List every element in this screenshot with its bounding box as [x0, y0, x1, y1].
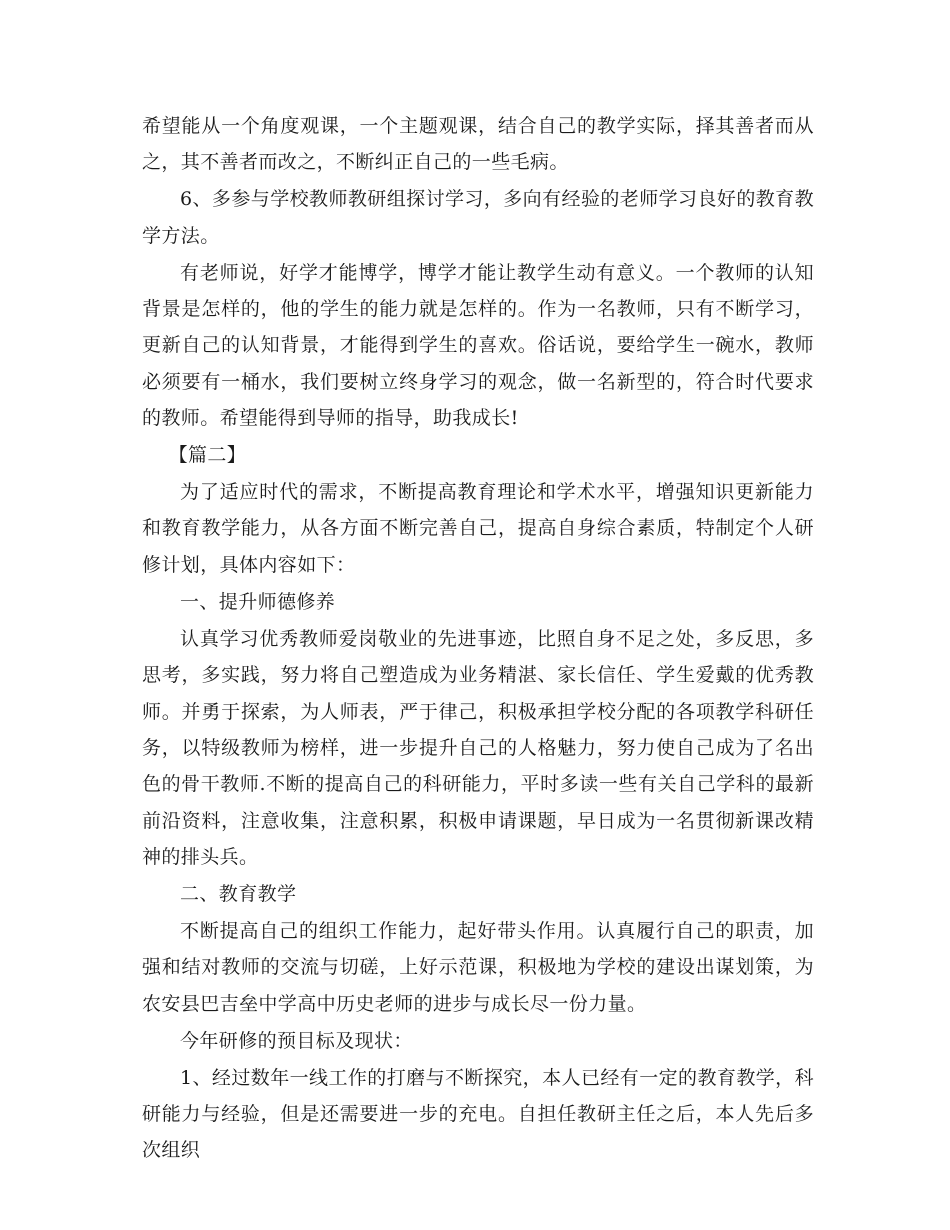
section-heading-part-two: 【篇二】: [168, 444, 247, 467]
paragraph-learning: 有老师说，好学才能博学，博学才能让教学生动有意义。一个教师的认知背景是怎样的，他的学生的能力就是怎样的。作为一名教师，只有不断学习，更新自己的认知背景，才能得到学生的喜欢。俗话说，要给学生一碗水，教师必须要有一桶水，我们要树立终身学习的观念，做一名新型的，符合时代要求的教师。希望能得到导师的指导，助我成长!: [142, 261, 814, 430]
subheading-ethics: 一、提升师德修养: [180, 590, 336, 613]
subheading-teaching: 二、教育教学: [180, 883, 297, 906]
paragraph-teaching: 不断提高自己的组织工作能力，起好带头作用。认真履行自己的职责，加强和结对教师的交流与切磋，上好示范课，积极地为学校的建设出谋划策，为农安县巴吉垒中学高中历史老师的进步与成长尽一份力量。: [142, 919, 814, 1015]
paragraph-continued: 希望能从一个角度观课，一个主题观课，结合自己的教学实际，择其善者而从之，其不善者而改之，不断纠正自己的一些毛病。: [142, 115, 814, 174]
paragraph-ethics: 认真学习优秀教师爱岗敬业的先进事迹，比照自身不足之处，多反思，多思考，多实践，努力将自己塑造成为业务精湛、家长信任、学生爱戴的优秀教师。并勇于探索，为人师表，严于律己，积极承担学校分配的各项教学科研任务，以特级教师为榜样，进一步提升自己的人格魅力，努力使自己成为了名出色的骨干教师.不断的提高自己的科研能力，平时多读一些有关自己学科的最新前沿资料，注意收集，注意积累，积极申请课题，早日成为一名贯彻新课改精神的排头兵。: [142, 627, 814, 869]
paragraph-intro: 为了适应时代的需求，不断提高教育理论和学术水平，增强知识更新能力和教育教学能力，从各方面不断完善自己，提高自身综合素质，特制定个人研修计划，具体内容如下：: [142, 481, 814, 576]
subheading-goals: 今年研修的预目标及现状：: [180, 1029, 413, 1052]
paragraph-goal-1: 1、经过数年一线工作的打磨与不断探究，本人已经有一定的教育教学，科研能力与经验，但是还需要进一步的充电。自担任教研主任之后，本人先后多次组织: [142, 1066, 814, 1162]
document-body: [142, 108, 814, 1169]
paragraph-item-6: 6、多参与学校教师教研组探讨学习，多向有经验的老师学习良好的教育教学方法。: [142, 188, 814, 247]
